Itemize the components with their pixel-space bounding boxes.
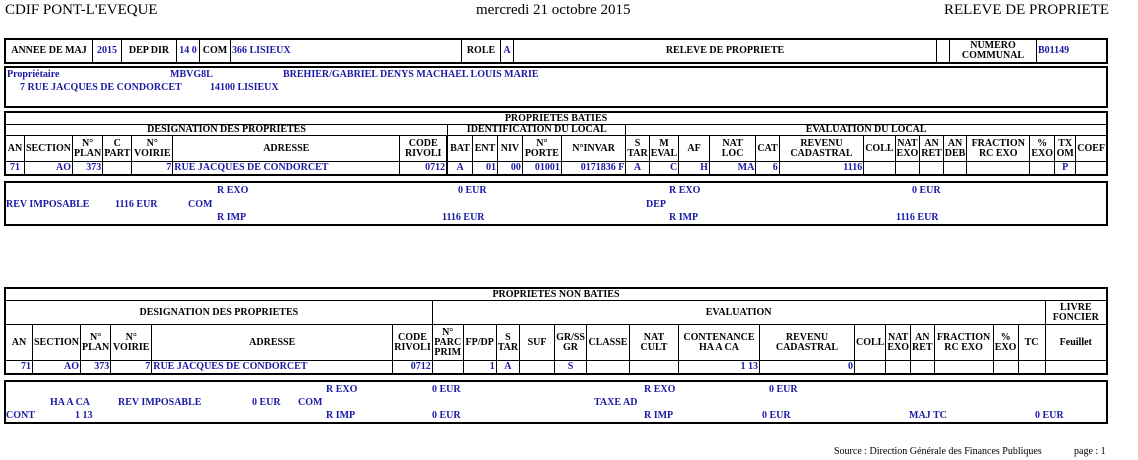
baties-rimp-value: 1116 EUR (442, 212, 485, 223)
office-name: CDIF PONT-L'EVEQUE (5, 2, 158, 18)
footer-page: page : 1 (1074, 446, 1106, 457)
nonbaties-rexo2-label: R EXO (644, 384, 676, 395)
top-info-table (4, 38, 1108, 64)
nonbaties-revimp-value: 0 EUR (252, 397, 281, 408)
role-label: ROLE (462, 39, 501, 63)
nonbaties-majtc-value: 0 EUR (1035, 410, 1064, 421)
baties-rexo2-label: R EXO (669, 185, 701, 196)
nonbaties-title: PROPRIETES NON BATIES (5, 288, 1107, 301)
nonbaties-data-row: 71 AO 373 7 RUE JACQUES DE CONDORCET 0712 1 A S 1 13 0 (5, 361, 1107, 374)
owner-city: 14100 LISIEUX (210, 82, 279, 93)
footer-source: Source : Direction Générale des Finances Publiques (834, 446, 1042, 457)
nonbaties-rimp-value: 0 EUR (432, 410, 461, 421)
baties-group-identification: IDENTIFICATION DU LOCAL (448, 125, 626, 136)
annee-value: 2015 (93, 39, 122, 63)
baties-revimp-label: REV IMPOSABLE (6, 199, 90, 210)
nonbaties-group-evaluation: EVALUATION (432, 301, 1045, 325)
nonbaties-rimp-label: R IMP (326, 410, 356, 421)
baties-rexo-value: 0 EUR (458, 185, 487, 196)
owner-name: BREHIER/GABRIEL DENYS MACHAEL LOUIS MARIE (283, 69, 539, 80)
nonbaties-rimp2-label: R IMP (644, 410, 674, 421)
nonbaties-cont-label: CONT (6, 410, 35, 421)
owner-address: 7 RUE JACQUES DE CONDORCET (20, 82, 182, 93)
nonbaties-cont-value: 1 13 (75, 410, 93, 421)
document-title: RELEVE DE PROPRIETE (944, 2, 1109, 18)
releve-title: RELEVE DE PROPRIETE (514, 39, 937, 63)
owner-code: MBVG8L (170, 69, 213, 80)
baties-dep-label: DEP (646, 199, 666, 210)
nonbaties-majtc-label: MAJ TC (909, 410, 947, 421)
baties-header-row: AN SECTION N° PLAN C PART N° VOIRIE ADRESSE CODE RIVOLI BAT ENT NIV N° PORTE N°INVAR S TAR M EVAL AF NAT LOC CAT REVENU CADASTRAL COLL NAT EXO AN RET AN DEB FRACTION RC EXO % EXO TX OM COEF (5, 136, 1107, 162)
nonbaties-com-label: COM (298, 397, 323, 408)
nonbaties-table (4, 287, 1108, 375)
baties-rimp-label: R IMP (217, 212, 247, 223)
baties-rexo2-value: 0 EUR (912, 185, 941, 196)
nonbaties-group-livre: LIVRE FONCIER (1045, 301, 1107, 325)
nonbaties-haca-label: HA A CA (50, 397, 91, 408)
baties-com-label: COM (188, 199, 213, 210)
nonbaties-taxead-label: TAXE AD (594, 397, 638, 408)
baties-rexo-label: R EXO (217, 185, 249, 196)
baties-rimp2-value: 1116 EUR (896, 212, 939, 223)
baties-table (4, 111, 1108, 176)
baties-title: PROPRIETES BATIES (5, 112, 1107, 125)
document-date: mercredi 21 octobre 2015 (476, 2, 631, 18)
nonbaties-group-designation: DESIGNATION DES PROPRIETES (5, 301, 432, 325)
dep-label: DEP DIR (122, 39, 177, 63)
role-value: A (501, 39, 514, 63)
numero-label: NUMERO COMMUNAL (950, 39, 1037, 63)
baties-summary-box (4, 181, 1108, 226)
dep-value: 14 0 (177, 39, 200, 63)
nonbaties-rimp2-value: 0 EUR (762, 410, 791, 421)
baties-revimp-value: 1116 EUR (115, 199, 158, 210)
com-value: 366 LISIEUX (231, 39, 462, 63)
nonbaties-rexo-label: R EXO (326, 384, 358, 395)
nonbaties-rexo-value: 0 EUR (432, 384, 461, 395)
baties-group-evaluation: EVALUATION DU LOCAL (626, 125, 1107, 136)
baties-rimp2-label: R IMP (669, 212, 699, 223)
com-label: COM (200, 39, 231, 63)
baties-data-row: 71 AO 373 7 RUE JACQUES DE CONDORCET 0712 A 01 00 01001 0171836 F A C H MA 6 1116 P (5, 162, 1107, 175)
owner-label: Propriétaire (7, 69, 60, 80)
numero-value: B01149 (1037, 39, 1108, 63)
nonbaties-rexo2-value: 0 EUR (769, 384, 798, 395)
annee-label: ANNEE DE MAJ (5, 39, 93, 63)
nonbaties-revimp-label: REV IMPOSABLE (118, 397, 202, 408)
baties-group-designation: DESIGNATION DES PROPRIETES (5, 125, 448, 136)
nonbaties-header-row: AN SECTION N° PLAN N° VOIRIE ADRESSE CODE RIVOLI N° PARC PRIM FP/DP S TAR SUF GR/SS GR CLASSE NAT CULT CONTENANCE HA A CA REVENU CADASTRAL COLL NAT EXO AN RET FRACTION RC EXO % EXO TC Feuillet (5, 325, 1107, 361)
